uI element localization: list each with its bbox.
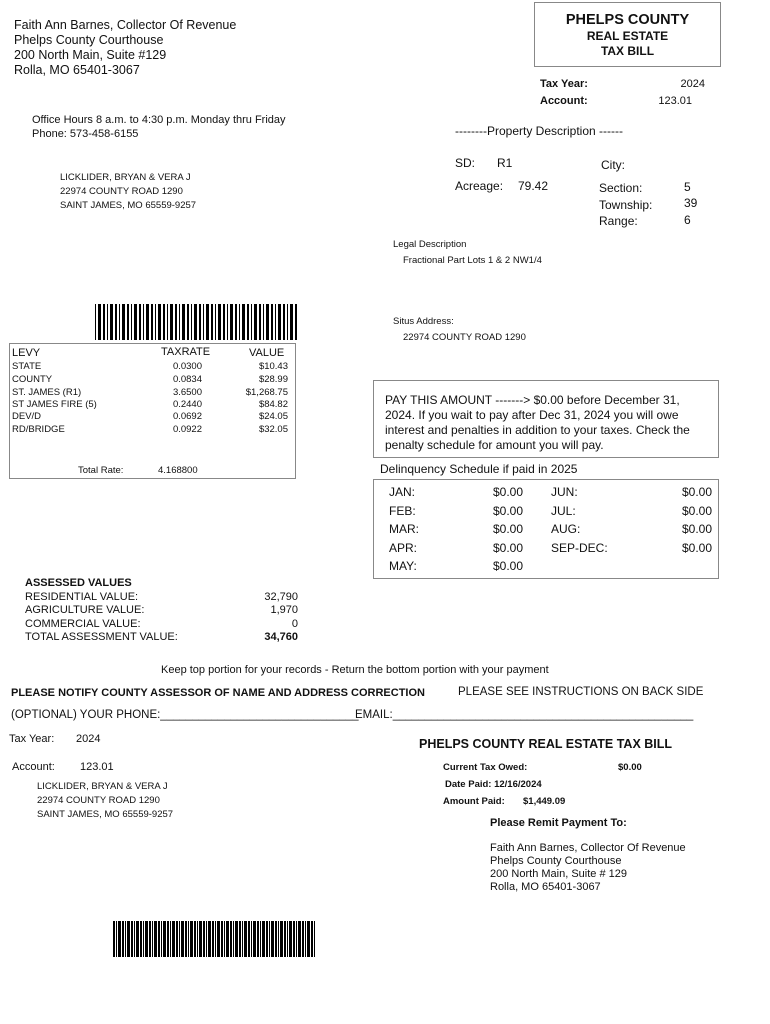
- month-amount: $0.00: [493, 485, 524, 499]
- barcode-bar: [254, 304, 257, 340]
- stub-account-label: Account:: [12, 761, 55, 773]
- barcode-bar: [181, 921, 184, 957]
- barcode-bar: [110, 304, 113, 340]
- barcode-bar: [197, 921, 198, 957]
- barcode-bar: [257, 921, 259, 957]
- barcode-bar: [218, 304, 221, 340]
- barcode-bar: [226, 921, 229, 957]
- barcode-bar: [314, 921, 315, 957]
- month-label: JUL:: [551, 504, 576, 518]
- barcode-bar: [122, 304, 125, 340]
- barcode-bar: [251, 921, 252, 957]
- township-value: 39: [684, 196, 698, 210]
- remit-address: [490, 842, 686, 894]
- range-value: 6: [684, 213, 691, 227]
- barcode-bar: [296, 921, 297, 957]
- levy-name: STATE: [12, 361, 42, 372]
- assessed-heading: ASSESSED VALUES: [25, 577, 132, 589]
- delinquency-table: [373, 479, 719, 579]
- barcode-bar: [163, 921, 166, 957]
- stub-title: PHELPS COUNTY REAL ESTATE TAX BILL: [419, 737, 673, 751]
- collector-street: 200 North Main, Suite #129: [14, 48, 167, 62]
- barcode-bar: [251, 304, 252, 340]
- barcode-bar: [143, 304, 144, 340]
- barcode-bar: [149, 921, 151, 957]
- levy-table: [9, 343, 296, 479]
- barcode-bar: [131, 304, 132, 340]
- barcode-bar: [266, 304, 269, 340]
- title-line1: PHELPS COUNTY: [565, 12, 690, 28]
- barcode-bar: [191, 304, 192, 340]
- barcode-bar: [263, 304, 264, 340]
- owner-street: 22974 COUNTY ROAD 1290: [60, 186, 183, 197]
- month-label: FEB:: [389, 504, 416, 518]
- barcode-bar: [278, 921, 279, 957]
- barcode-bar: [127, 304, 129, 340]
- month-amount: $0.00: [681, 541, 712, 555]
- barcode-bar: [98, 304, 101, 340]
- barcode-bar: [154, 921, 157, 957]
- barcode-bar: [103, 304, 105, 340]
- assessed-label: COMMERCIAL VALUE:: [25, 618, 141, 630]
- barcode-bar: [185, 921, 187, 957]
- barcode-bar: [284, 921, 286, 957]
- barcode-bar: [134, 921, 135, 957]
- barcode-bar: [172, 921, 175, 957]
- barcode-bar: [259, 304, 261, 340]
- barcode-bar: [212, 921, 214, 957]
- barcode-bar: [217, 921, 220, 957]
- barcode-bar: [283, 304, 285, 340]
- keep-note: Keep top portion for your records - Return the bottom portion with your payment: [161, 664, 549, 676]
- barcode-bar: [211, 304, 213, 340]
- barcode-bar: [179, 921, 180, 957]
- barcode-bar: [190, 921, 193, 957]
- barcode-bar: [199, 921, 202, 957]
- barcode-top: [95, 304, 297, 340]
- owner-name: LICKLIDER, BRYAN & VERA J: [60, 172, 191, 183]
- current-owed-value: $0.00: [618, 762, 642, 773]
- phone-field[interactable]: (OPTIONAL) YOUR PHONE:_______________________________: [11, 709, 359, 721]
- section-label: Section:: [599, 181, 643, 195]
- month-amount: $0.00: [493, 559, 524, 573]
- barcode-bar: [194, 921, 196, 957]
- legal-description-value: Fractional Part Lots 1 & 2 NW1/4: [403, 255, 542, 266]
- collector-address: [14, 18, 236, 78]
- barcode-bar: [302, 921, 304, 957]
- barcode-bar: [242, 304, 245, 340]
- levy-row: [10, 424, 295, 437]
- pay-notice-line2: 2024. If you wait to pay after Dec 31, 2024 you will owe: [385, 408, 679, 422]
- assessed-value: 1,970: [270, 604, 298, 616]
- barcode-bar: [287, 921, 288, 957]
- barcode-bar: [239, 921, 241, 957]
- barcode-bar: [158, 304, 161, 340]
- levy-header-levy: LEVY: [12, 347, 41, 359]
- owner-address: [60, 171, 196, 213]
- levy-name: DEV/D: [12, 411, 42, 422]
- barcode-bar: [227, 304, 228, 340]
- barcode-bar: [206, 921, 207, 957]
- barcode-bar: [127, 921, 130, 957]
- levy-name: ST JAMES FIRE (5): [12, 399, 97, 410]
- email-field[interactable]: EMAIL:_______________________________________________: [355, 709, 694, 721]
- current-owed-label: Current Tax Owed:: [443, 762, 528, 773]
- levy-name: ST. JAMES (R1): [12, 387, 82, 398]
- office-info: [32, 113, 286, 141]
- barcode-bar: [170, 304, 173, 340]
- tax-year-label: Tax Year:: [540, 78, 588, 90]
- barcode-bar: [269, 921, 270, 957]
- office-phone: Phone: 573-458-6155: [32, 128, 139, 140]
- month-label: MAY:: [389, 559, 417, 573]
- levy-rate: 0.2440: [172, 399, 202, 410]
- barcode-bar: [140, 921, 142, 957]
- account-label: Account:: [540, 95, 588, 107]
- barcode-bar: [163, 304, 165, 340]
- acreage-label: Acreage:: [455, 179, 504, 193]
- levy-value: $84.82: [258, 399, 288, 410]
- month-label: JUN:: [551, 485, 578, 499]
- barcode-bar: [271, 304, 273, 340]
- month-amount: $0.00: [493, 541, 524, 555]
- total-rate-value: 4.168800: [158, 465, 198, 476]
- collector-name: Faith Ann Barnes, Collector Of Revenue: [14, 18, 237, 32]
- levy-rate: 0.0922: [172, 424, 202, 435]
- barcode-bar: [293, 921, 295, 957]
- barcode-bar: [266, 921, 268, 957]
- title-line2: REAL ESTATE: [586, 29, 669, 43]
- barcode-bar: [248, 921, 250, 957]
- instructions-notice: PLEASE SEE INSTRUCTIONS ON BACK SIDE: [458, 686, 704, 698]
- levy-name: COUNTY: [12, 374, 53, 385]
- assessed-label: AGRICULTURE VALUE:: [25, 604, 145, 616]
- property-heading: --------Property Description ------: [455, 124, 623, 138]
- stub-owner-address: [37, 780, 173, 822]
- barcode-bar: [305, 921, 306, 957]
- tax-year-value: 2024: [680, 78, 705, 90]
- month-amount: $0.00: [681, 504, 712, 518]
- barcode-bar: [203, 304, 204, 340]
- barcode-bar: [119, 304, 120, 340]
- township-label: Township:: [599, 198, 653, 212]
- barcode-bar: [188, 921, 189, 957]
- barcode-bar: [253, 921, 256, 957]
- amount-paid-value: $1,449.09: [523, 796, 566, 807]
- levy-value: $24.05: [258, 411, 288, 422]
- month-amount: $0.00: [681, 522, 712, 536]
- pay-notice-line3: interest and penalties in addition to your taxes. Check the: [385, 423, 690, 437]
- acreage-value: 79.42: [518, 179, 549, 193]
- barcode-bottom: [113, 921, 318, 957]
- levy-value: $1,268.75: [245, 387, 288, 398]
- section-value: 5: [684, 180, 691, 194]
- collector-city: Rolla, MO 65401-3067: [14, 63, 140, 77]
- barcode-bar: [113, 921, 115, 957]
- barcode-bar: [122, 921, 124, 957]
- barcode-bar: [233, 921, 234, 957]
- barcode-bar: [208, 921, 211, 957]
- barcode-bar: [215, 304, 216, 340]
- barcode-bar: [223, 304, 225, 340]
- barcode-bar: [199, 304, 201, 340]
- barcode-bar: [134, 304, 137, 340]
- barcode-bar: [230, 921, 232, 957]
- barcode-bar: [143, 921, 144, 957]
- range-label: Range:: [599, 214, 638, 228]
- owner-city: SAINT JAMES, MO 65559-9257: [60, 200, 197, 211]
- sd-label: SD:: [455, 156, 476, 170]
- barcode-bar: [244, 921, 247, 957]
- barcode-bar: [230, 304, 233, 340]
- city-label: City:: [601, 158, 625, 172]
- barcode-bar: [224, 921, 225, 957]
- stub-tax-year-value: 2024: [76, 733, 101, 745]
- stub-tax-year-label: Tax Year:: [9, 733, 55, 745]
- barcode-bar: [187, 304, 189, 340]
- month-amount: $0.00: [681, 485, 712, 499]
- remit-name: Faith Ann Barnes, Collector Of Revenue: [490, 842, 686, 854]
- barcode-bar: [161, 921, 162, 957]
- barcode-bar: [215, 921, 216, 957]
- assessed-label: TOTAL ASSESSMENT VALUE:: [25, 631, 178, 643]
- barcode-bar: [235, 921, 238, 957]
- barcode-bar: [242, 921, 243, 957]
- stub-owner-street: 22974 COUNTY ROAD 1290: [37, 795, 160, 806]
- barcode-bar: [275, 921, 277, 957]
- collector-building: Phelps County Courthouse: [14, 33, 164, 47]
- assessed-value: 0: [291, 618, 298, 630]
- situs-address-label: Situs Address:: [393, 316, 454, 327]
- barcode-bar: [179, 304, 180, 340]
- notify-notice: PLEASE NOTIFY COUNTY ASSESSOR OF NAME AND ADDRESS CORRECTION: [11, 687, 425, 699]
- assessed-row: [25, 591, 298, 605]
- barcode-bar: [136, 921, 139, 957]
- remit-street: 200 North Main, Suite # 129: [490, 868, 627, 880]
- barcode-bar: [278, 304, 281, 340]
- stub-owner-name: LICKLIDER, BRYAN & VERA J: [37, 781, 168, 792]
- assessed-row: [25, 631, 298, 645]
- barcode-bar: [287, 304, 288, 340]
- barcode-bar: [151, 304, 153, 340]
- barcode-bar: [221, 921, 223, 957]
- month-label: APR:: [389, 541, 418, 555]
- situs-address-value: 22974 COUNTY ROAD 1290: [403, 332, 526, 343]
- assessed-value: 32,790: [264, 591, 298, 603]
- delinquency-title: Delinquency Schedule if paid in 2025: [380, 462, 578, 476]
- remit-building: Phelps County Courthouse: [490, 855, 622, 867]
- levy-rate: 0.0692: [172, 411, 202, 422]
- pay-notice-box: [373, 380, 719, 458]
- barcode-bar: [275, 304, 276, 340]
- barcode-bar: [271, 921, 274, 957]
- barcode-bar: [131, 921, 133, 957]
- month-label: SEP-DEC:: [551, 541, 608, 555]
- barcode-bar: [125, 921, 126, 957]
- levy-name: RD/BRIDGE: [12, 424, 65, 435]
- sd-value: R1: [497, 156, 513, 170]
- assessed-row: [25, 604, 298, 618]
- barcode-bar: [158, 921, 160, 957]
- assessed-value: 34,760: [264, 631, 298, 643]
- assessed-row: [25, 618, 298, 632]
- barcode-bar: [146, 304, 149, 340]
- barcode-bar: [182, 304, 185, 340]
- levy-rate: 0.0834: [172, 374, 202, 385]
- levy-header-taxrate: TAXRATE: [161, 346, 211, 358]
- levy-value: $28.99: [258, 374, 288, 385]
- office-hours: Office Hours 8 a.m. to 4:30 p.m. Monday thru Friday: [32, 114, 286, 126]
- title-line3: TAX BILL: [600, 44, 655, 58]
- levy-rate: 3.6500: [172, 387, 202, 398]
- legal-description-label: Legal Description: [393, 239, 467, 250]
- barcode-bar: [260, 921, 261, 957]
- barcode-bar: [116, 921, 117, 957]
- stub-owner-city: SAINT JAMES, MO 65559-9257: [37, 809, 174, 820]
- barcode-bar: [167, 921, 169, 957]
- barcode-bar: [289, 921, 292, 957]
- barcode-bar: [203, 921, 205, 957]
- total-rate-label: Total Rate:: [78, 465, 124, 476]
- barcode-bar: [176, 921, 178, 957]
- barcode-bar: [235, 304, 237, 340]
- account-value: 123.01: [658, 95, 692, 107]
- month-amount: $0.00: [493, 504, 524, 518]
- stub-account-value: 123.01: [80, 761, 114, 773]
- pay-notice-line4: penalty schedule for amount you will pay.: [385, 438, 604, 452]
- barcode-bar: [139, 304, 141, 340]
- month-label: JAN:: [389, 485, 416, 499]
- barcode-bar: [311, 921, 313, 957]
- barcode-bar: [107, 304, 108, 340]
- barcode-bar: [152, 921, 153, 957]
- barcode-bar: [155, 304, 156, 340]
- barcode-bar: [194, 304, 197, 340]
- barcode-bar: [295, 304, 297, 340]
- remit-city: Rolla, MO 65401-3067: [490, 881, 601, 893]
- title-box: [534, 2, 721, 67]
- barcode-bar: [175, 304, 177, 340]
- remit-heading: Please Remit Payment To:: [490, 817, 627, 829]
- amount-paid-label: Amount Paid:: [443, 796, 505, 807]
- levy-row: [10, 374, 295, 387]
- barcode-bar: [307, 921, 310, 957]
- levy-value: $10.43: [258, 361, 288, 372]
- levy-header-value: VALUE: [249, 347, 285, 359]
- barcode-bar: [206, 304, 209, 340]
- levy-value: $32.05: [258, 424, 288, 435]
- barcode-bar: [298, 921, 301, 957]
- levy-row: [10, 361, 295, 374]
- barcode-bar: [95, 304, 96, 340]
- levy-row: [10, 411, 295, 424]
- levy-rate: 0.0300: [172, 361, 202, 372]
- barcode-bar: [247, 304, 249, 340]
- barcode-bar: [239, 304, 240, 340]
- month-amount: $0.00: [493, 522, 524, 536]
- barcode-bar: [115, 304, 117, 340]
- barcode-bar: [280, 921, 283, 957]
- barcode-bar: [290, 304, 293, 340]
- barcode-bar: [167, 304, 168, 340]
- date-paid: Date Paid: 12/16/2024: [445, 779, 542, 790]
- month-label: MAR:: [389, 522, 419, 536]
- barcode-bar: [145, 921, 148, 957]
- barcode-bar: [170, 921, 171, 957]
- month-label: AUG:: [551, 522, 581, 536]
- barcode-bar: [118, 921, 121, 957]
- barcode-bar: [262, 921, 265, 957]
- pay-notice-line1: PAY THIS AMOUNT -------> $0.00 before December 31,: [385, 393, 680, 407]
- assessed-label: RESIDENTIAL VALUE:: [25, 591, 139, 603]
